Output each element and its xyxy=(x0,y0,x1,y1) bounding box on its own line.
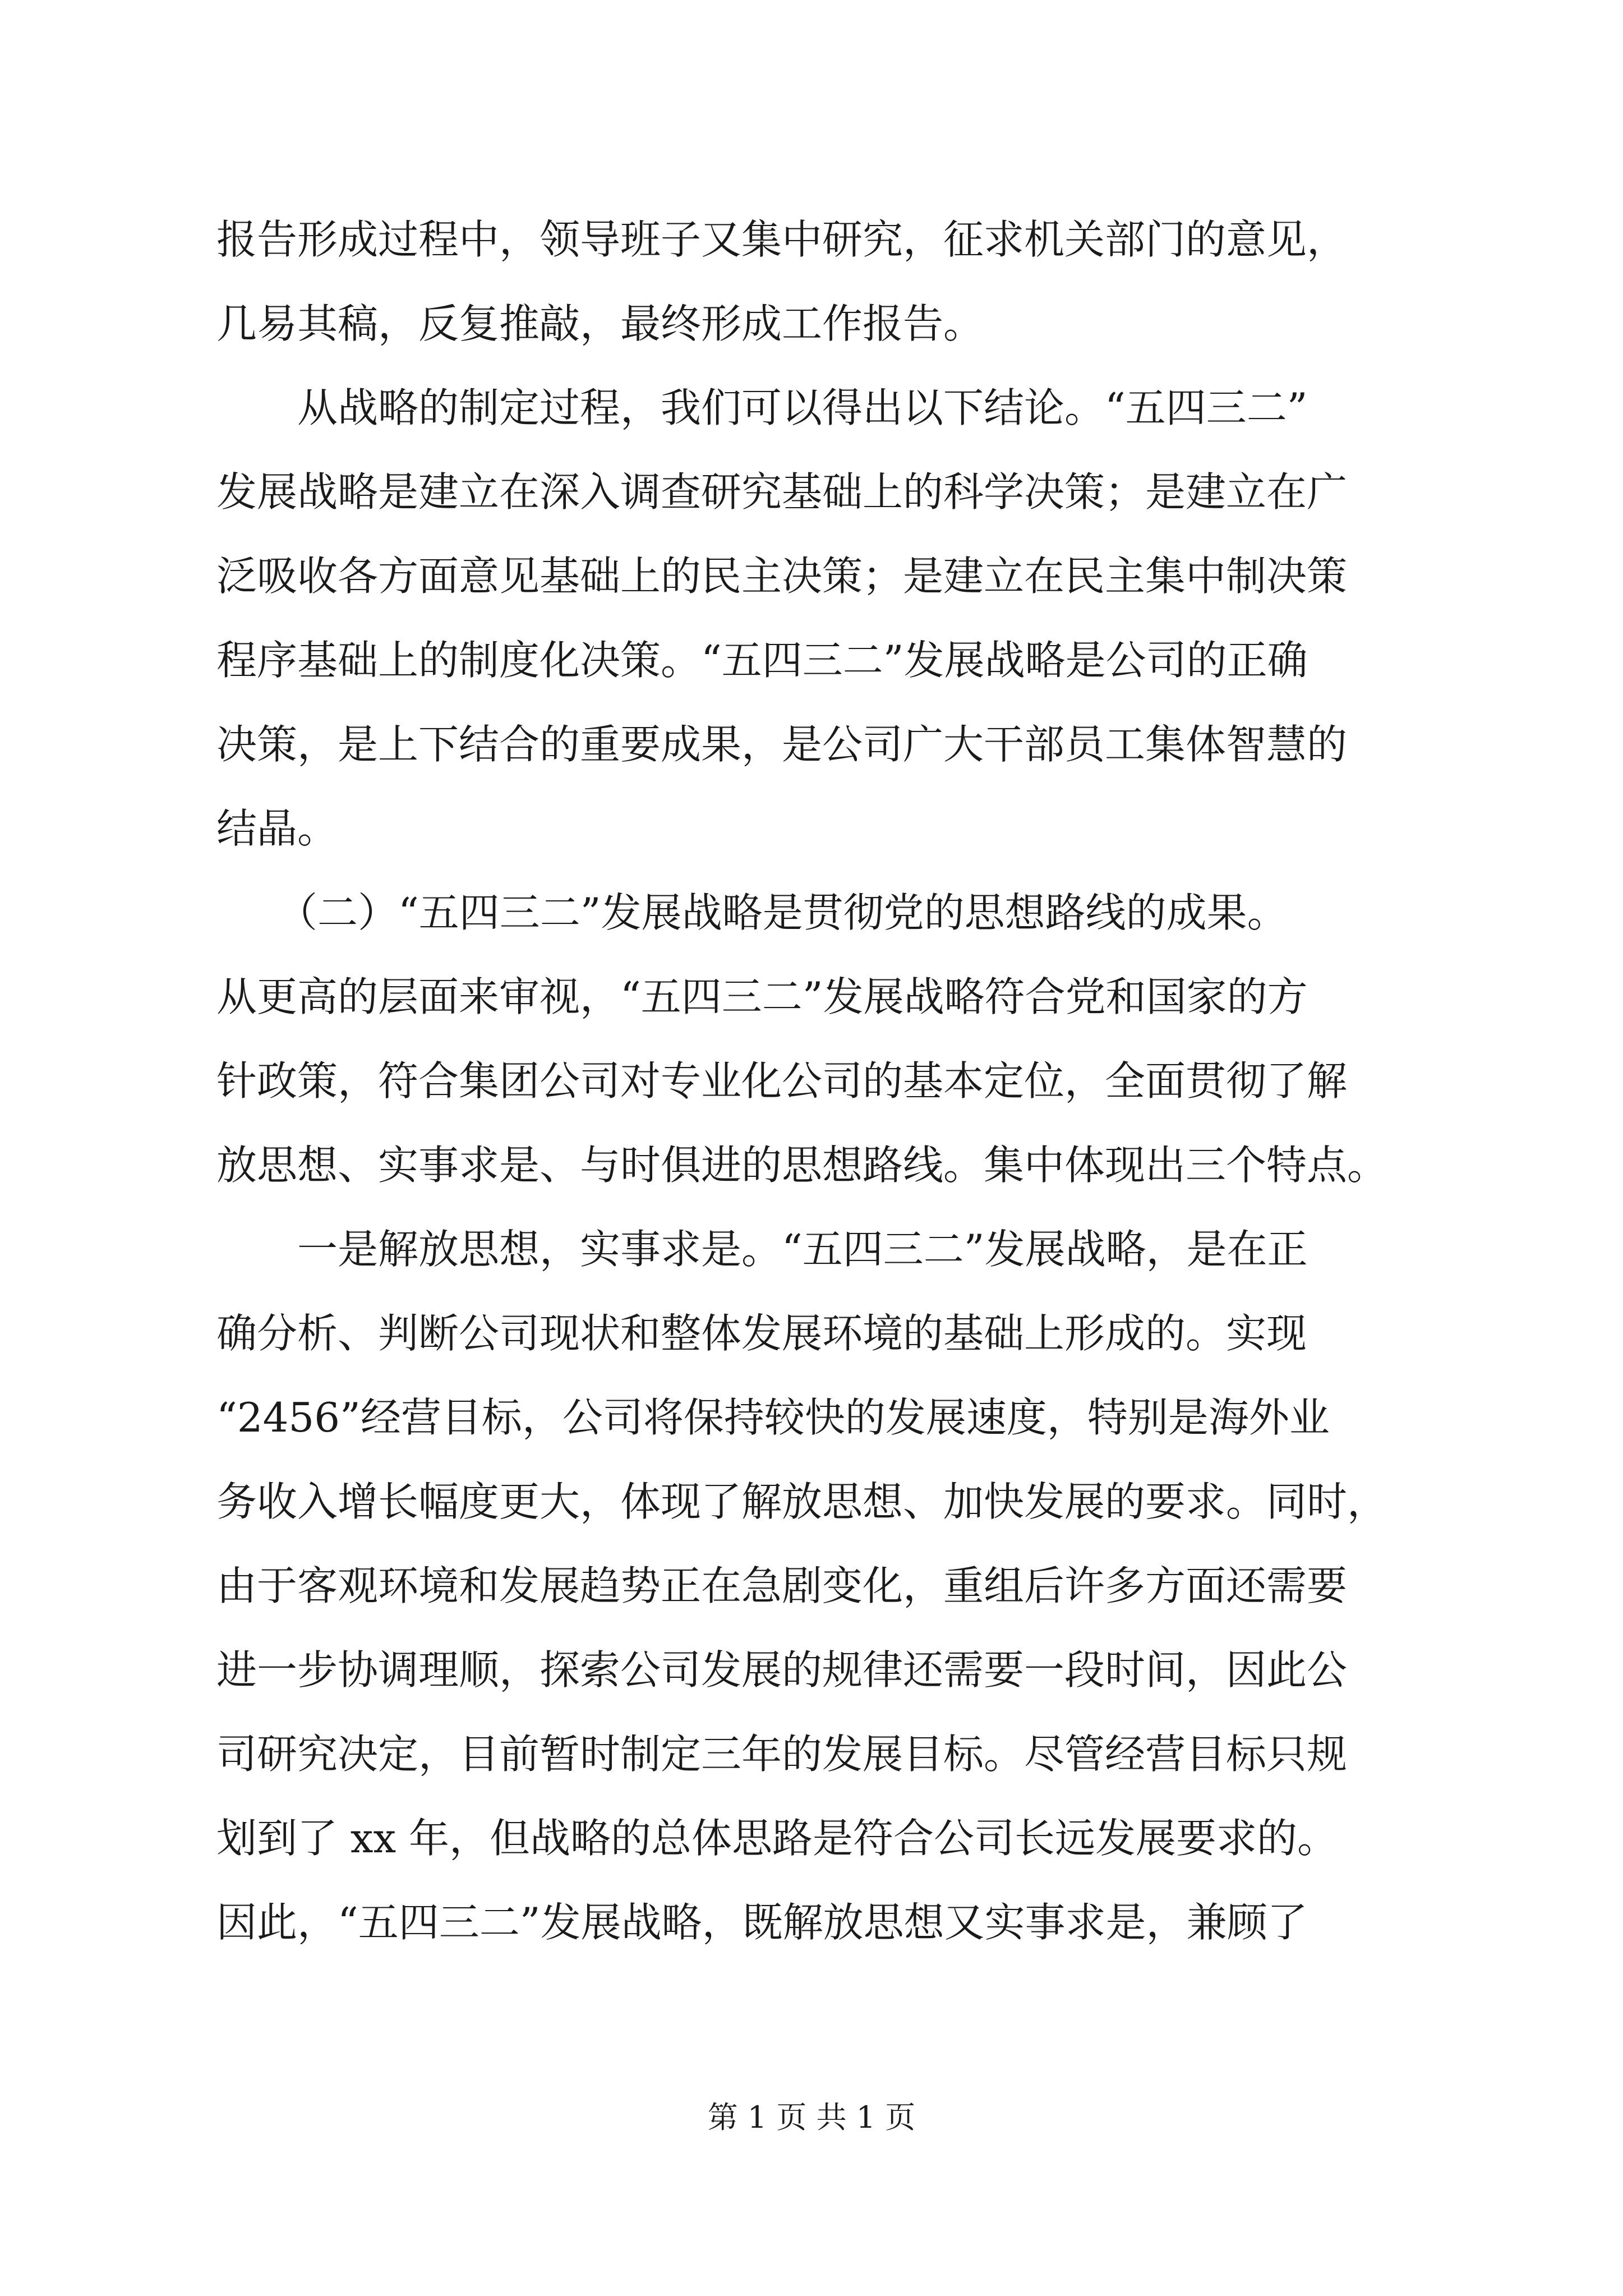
text-line: 结晶。 xyxy=(216,805,338,852)
text-line: （二）“五四三二”发展战略是贯彻党的思想路线的成果。 xyxy=(216,889,1288,936)
text-line: 确分析、判断公司现状和整体发展环境的基础上形成的。实现 xyxy=(216,1310,1307,1357)
text-line: 放思想、实事求是、与时俱进的思想路线。集中体现出三个特点。 xyxy=(216,1142,1388,1189)
text-line: “2456”经营目标，公司将保持较快的发展速度，特别是海外业 xyxy=(216,1394,1330,1441)
text-line: 从更高的层面来审视，“五四三二”发展战略符合党和国家的方 xyxy=(216,973,1308,1020)
text-line: 决策，是上下结合的重要成果，是公司广大干部员工集体智慧的 xyxy=(216,721,1348,768)
body-text xyxy=(216,197,1422,1964)
text-line: 程序基础上的制度化决策。“五四三二”发展战略是公司的正确 xyxy=(216,637,1308,684)
page-footer xyxy=(0,2095,1623,2140)
text-line: 一是解放思想，实事求是。“五四三二”发展战略，是在正 xyxy=(216,1226,1308,1273)
text-line: 泛吸收各方面意见基础上的民主决策；是建立在民主集中制决策 xyxy=(216,553,1348,600)
text-line: 针政策，符合集团公司对专业化公司的基本定位，全面贯彻了解 xyxy=(216,1057,1348,1105)
page-number-label: 第 1 页 共 1 页 xyxy=(707,2100,916,2135)
text-line: 从战略的制定过程，我们可以得出以下结论。“五四三二” xyxy=(216,384,1308,431)
text-line: 报告形成过程中，领导班子又集中研究，征求机关部门的意见， xyxy=(216,216,1348,263)
text-line: 划到了 xx 年，但战略的总体思路是符合公司长远发展要求的。 xyxy=(216,1815,1338,1862)
text-line: 因此，“五四三二”发展战略，既解放思想又实事求是，兼顾了 xyxy=(216,1899,1308,1946)
text-line: 几易其稿，反复推敲，最终形成工作报告。 xyxy=(216,300,984,347)
text-line: 发展战略是建立在深入调查研究基础上的科学决策；是建立在广 xyxy=(216,468,1348,516)
text-line: 务收入增长幅度更大，体现了解放思想、加快发展的要求。同时， xyxy=(216,1478,1388,1525)
text-line: 由于客观环境和发展趋势正在急剧变化，重组后许多方面还需要 xyxy=(216,1562,1348,1609)
text-line: 司研究决定，目前暂时制定三年的发展目标。尽管经营目标只规 xyxy=(216,1731,1348,1778)
text-line: 进一步协调理顺，探索公司发展的规律还需要一段时间，因此公 xyxy=(216,1646,1348,1694)
